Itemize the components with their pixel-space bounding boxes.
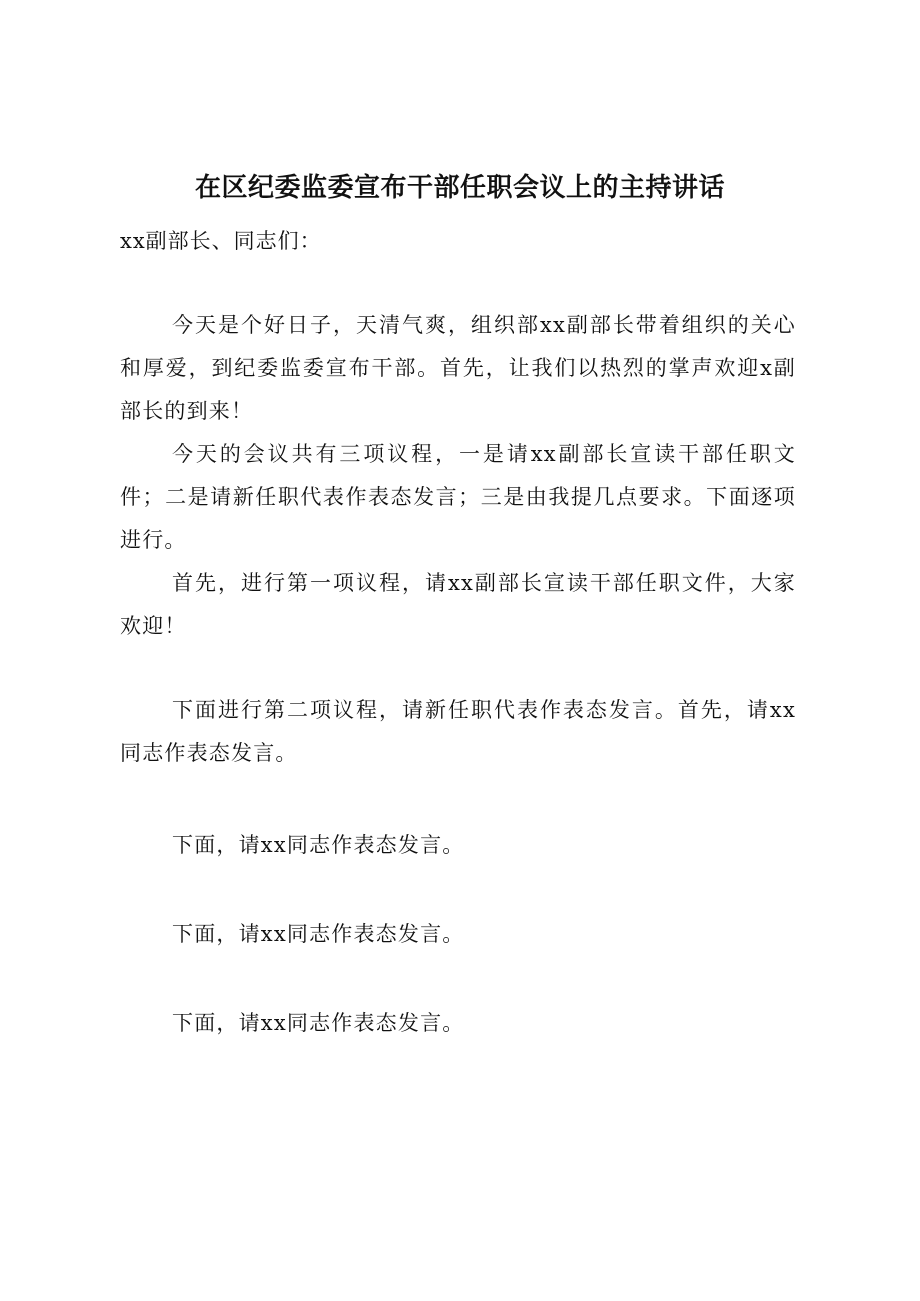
paragraph-agenda-item-1: 首先，进行第一项议程，请xx副部长宣读干部任职文件，大家欢迎！ [120,571,796,638]
paragraph-speaker-next-2: 下面，请xx同志作表态发言。 [172,922,465,946]
salutation: xx副部长、同志们： [120,229,322,253]
paragraph-agenda-item-2: 下面进行第二项议程，请新任职代表作表态发言。首先，请xx同志作表态发言。 [120,698,796,765]
paragraph-agenda: 今天的会议共有三项议程，一是请xx副部长宣读干部任职文件；二是请新任职代表作表态发言；三是由我提几点要求。下面逐项进行。 [120,442,796,552]
paragraph-opening: 今天是个好日子，天清气爽，组织部xx副部长带着组织的关心和厚爱，到纪委监委宣布干部。首先，让我们以热烈的掌声欢迎x副部长的到来！ [120,313,796,423]
document-title: 在区纪委监委宣布干部任职会议上的主持讲话 [194,173,725,203]
paragraph-speaker-next-3: 下面，请xx同志作表态发言。 [172,1011,465,1035]
paragraph-speaker-next-1: 下面，请xx同志作表态发言。 [172,833,465,857]
